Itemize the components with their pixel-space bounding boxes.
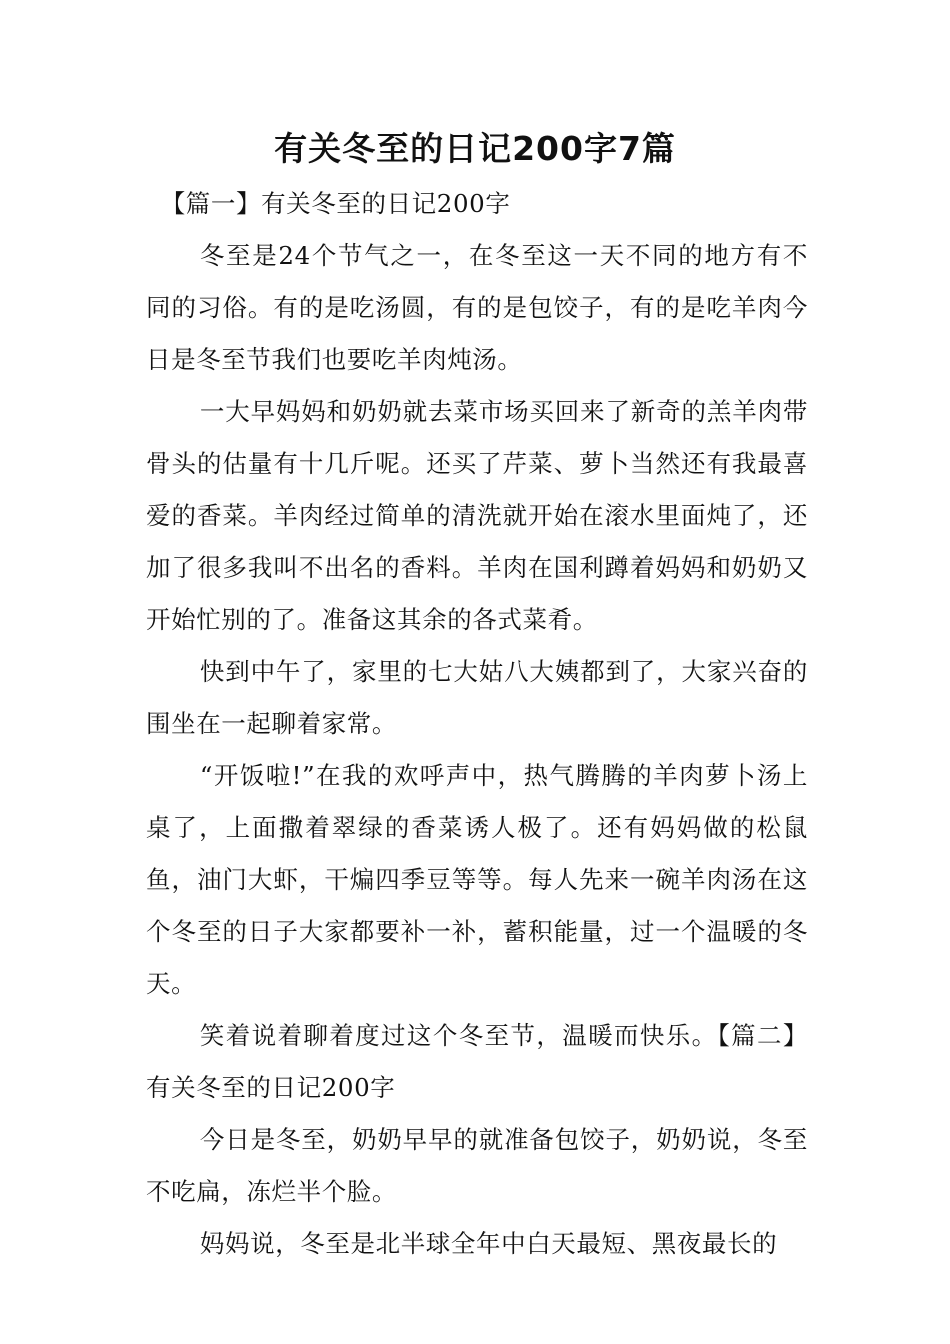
section-heading-1: 【篇一】有关冬至的日记200字 — [160, 189, 511, 218]
paragraph: 快到中午了，家里的七大姑八大姨都到了，大家兴奋的围坐在一起聊着家常。 — [146, 657, 808, 738]
paragraph: 笑着说着聊着度过这个冬至节，温暖而快乐。【篇二】有关冬至的日记200字 — [146, 1021, 808, 1102]
document-body — [146, 178, 808, 1270]
paragraph: 冬至是24个节气之一，在冬至这一天不同的地方有不同的习俗。有的是吃汤圆，有的是包饺子，有的是吃羊肉今日是冬至节我们也要吃羊肉炖汤。 — [146, 241, 808, 374]
paragraph: 一大早妈妈和奶奶就去菜市场买回来了新奇的羔羊肉带骨头的估量有十几斤呢。还买了芹菜、萝卜当然还有我最喜爱的香菜。羊肉经过简单的清洗就开始在滚水里面炖了，还加了很多我叫不出名的香料。羊肉在国利蹲着妈妈和奶奶又开始忙别的了。准备这其余的各式菜肴。 — [146, 397, 808, 634]
paragraph: 妈妈说，冬至是北半球全年中白天最短、黑夜最长的 — [199, 1229, 778, 1258]
document-title: 有关冬至的日记200字7篇 — [274, 129, 676, 168]
paragraph: 今日是冬至，奶奶早早的就准备包饺子，奶奶说，冬至不吃扁，冻烂半个脸。 — [146, 1125, 808, 1206]
paragraph: “开饭啦!”在我的欢呼声中，热气腾腾的羊肉萝卜汤上桌了，上面撒着翠绿的香菜诱人极了。还有妈妈做的松鼠鱼，油门大虾，干煸四季豆等等。每人先来一碗羊肉汤在这个冬至的日子大家都要补一补，蓄积能量，过一个温暖的冬天。 — [146, 761, 808, 998]
